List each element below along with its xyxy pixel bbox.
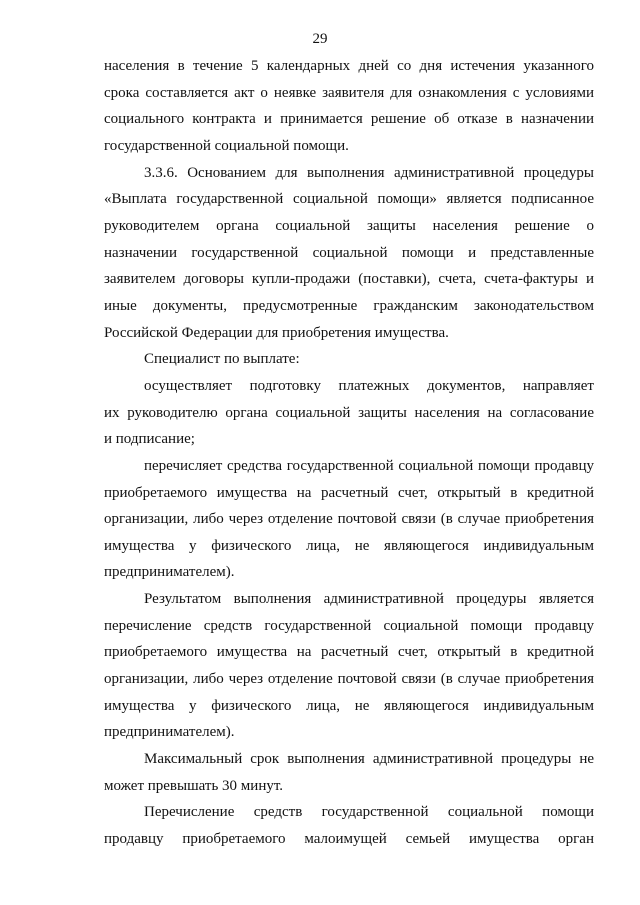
text-line: перечисляет средства государственной социальной помощи продавцу	[144, 457, 594, 474]
text-line: предпринимателем).	[104, 724, 235, 741]
text-line: перечисление средств государственной социальной помощи продавцу	[104, 617, 594, 634]
text-line: социального контракта и принимается решение об отказе в назначении	[104, 111, 594, 128]
text-line: Российской Федерации для приобретения имущества.	[104, 324, 449, 341]
text-line: организации, либо через отделение почтовой связи (в случае приобретения	[104, 511, 594, 528]
paragraph	[104, 160, 594, 347]
text-line: приобретаемого имущества на расчетный счет, открытый в кредитной	[104, 484, 594, 501]
text-line: организации, либо через отделение почтовой связи (в случае приобретения	[104, 671, 594, 688]
text-line: продавцу приобретаемого малоимущей семьей имущества орган	[104, 831, 594, 848]
text-line: осуществляет подготовку платежных документов, направляет	[144, 377, 594, 394]
text-line: населения в течение 5 календарных дней со дня истечения указанного	[104, 58, 594, 74]
text-line: Перечисление средств государственной социальной помощи	[144, 804, 594, 821]
text-line: Максимальный срок выполнения административной процедуры не	[144, 751, 594, 768]
text-line: и подписание;	[104, 431, 195, 448]
document-body	[104, 53, 594, 853]
text-line: имущества у физического лица, не являющегося индивидуальным	[104, 697, 594, 714]
text-line: назначении государственной социальной помощи и представленные	[104, 244, 594, 261]
text-line: срока составляется акт о неявке заявителя для ознакомления с условиями	[104, 84, 594, 101]
text-line: государственной социальной помощи.	[104, 137, 349, 154]
text-line: имущества у физического лица, не являющегося индивидуальным	[104, 537, 594, 554]
text-line: может превышать 30 минут.	[104, 777, 284, 794]
text-line: их руководителю органа социальной защиты населения на согласование	[104, 404, 594, 421]
text-line: руководителем органа социальной защиты населения решение о	[104, 217, 594, 234]
text-line: приобретаемого имущества на расчетный счет, открытый в кредитной	[104, 644, 594, 661]
text-line: «Выплата государственной социальной помощи» является подписанное	[104, 191, 594, 208]
paragraph	[104, 799, 594, 852]
text-line: Результатом выполнения административной процедуры является	[144, 591, 594, 608]
paragraph	[104, 346, 594, 373]
text-line: заявителем договоры купли-продажи (поставки), счета, счета-фактуры и	[104, 271, 594, 288]
text-line: предпринимателем).	[104, 564, 235, 581]
paragraph	[104, 373, 594, 453]
paragraph	[104, 53, 594, 160]
text-line: иные документы, предусмотренные гражданским законодательством	[104, 297, 594, 314]
paragraph	[104, 586, 594, 746]
paragraph	[104, 746, 594, 799]
text-line: Специалист по выплате:	[144, 351, 300, 368]
page-number: 29	[312, 31, 328, 47]
paragraph	[104, 453, 594, 586]
text-line: 3.3.6. Основанием для выполнения административной процедуры	[144, 164, 594, 181]
